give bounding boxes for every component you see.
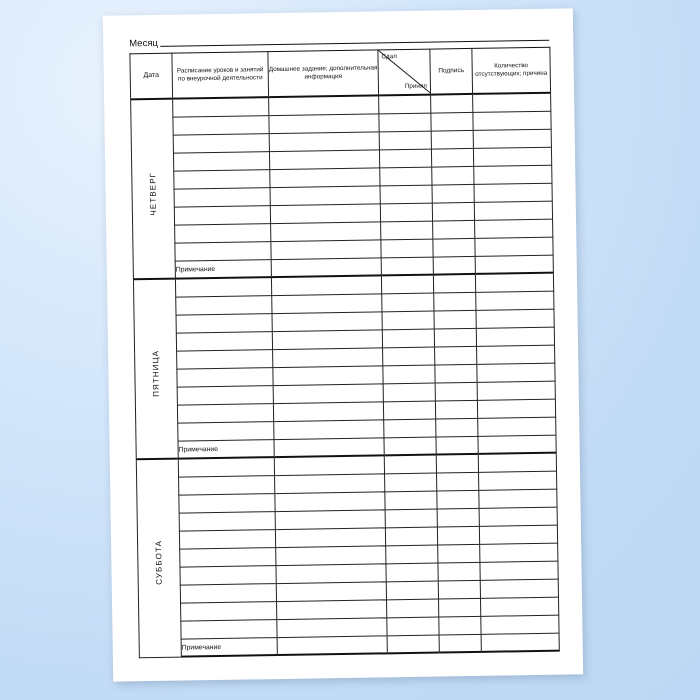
cell-schedule[interactable]	[174, 206, 270, 226]
cell-homework[interactable]	[273, 384, 383, 404]
cell-signature[interactable]	[432, 184, 474, 203]
cell-absent[interactable]	[477, 399, 555, 418]
day-name-label: СУББОТА	[154, 540, 164, 586]
cell-absent[interactable]	[475, 273, 553, 293]
cell-schedule[interactable]	[175, 242, 271, 262]
cell-signature[interactable]	[437, 490, 479, 509]
cell-signature[interactable]	[431, 148, 473, 167]
cell-absent[interactable]	[481, 615, 559, 634]
cell-absent[interactable]	[479, 507, 557, 526]
cell-absent[interactable]	[480, 579, 558, 598]
cell-homework[interactable]	[276, 546, 386, 566]
sheet-content	[129, 27, 559, 664]
cell-absent[interactable]	[473, 147, 551, 166]
cell-passed[interactable]	[381, 257, 433, 275]
cell-signature[interactable]	[436, 418, 478, 437]
cell-signature[interactable]	[439, 598, 481, 617]
cell-schedule[interactable]	[178, 422, 274, 442]
table-header	[130, 47, 551, 99]
cell-homework[interactable]	[275, 510, 385, 530]
cell-passed[interactable]	[387, 617, 439, 636]
cell-signature[interactable]	[433, 274, 475, 293]
cell-homework[interactable]	[277, 600, 387, 620]
header-signature: Подпись	[430, 48, 473, 94]
cell-signature[interactable]	[435, 400, 477, 419]
cell-absent[interactable]	[480, 597, 558, 616]
journal-table	[129, 47, 559, 659]
cell-homework[interactable]	[277, 618, 387, 638]
cell-signature[interactable]	[432, 166, 474, 185]
paper-sheet	[103, 8, 583, 681]
cell-schedule[interactable]	[179, 494, 275, 514]
cell-passed[interactable]	[379, 149, 431, 168]
cell-absent[interactable]	[477, 345, 555, 364]
day-name-label: ПЯТНИЦА	[151, 349, 161, 397]
cell-passed[interactable]	[382, 311, 434, 330]
cell-absent[interactable]	[477, 381, 555, 400]
cell-passed[interactable]	[379, 113, 431, 132]
cell-signature[interactable]	[436, 454, 478, 473]
cell-absent[interactable]	[474, 201, 552, 220]
month-field	[129, 27, 549, 50]
cell-absent[interactable]	[474, 183, 552, 202]
cell-absent[interactable]	[474, 165, 552, 184]
day-name-cell	[133, 279, 178, 460]
cell-passed[interactable]	[386, 545, 438, 564]
cell-homework[interactable]	[275, 492, 385, 512]
cell-passed[interactable]	[380, 167, 432, 186]
cell-absent[interactable]	[476, 291, 554, 310]
cell-signature[interactable]	[433, 256, 475, 274]
cell-absent[interactable]	[475, 237, 553, 256]
cell-homework[interactable]	[269, 114, 379, 134]
cell-schedule[interactable]	[173, 134, 269, 154]
cell-homework[interactable]	[271, 222, 381, 242]
cell-signature[interactable]	[435, 382, 477, 401]
cell-passed[interactable]	[379, 95, 431, 114]
cell-homework[interactable]	[273, 348, 383, 368]
header-homework: Домашнее задание; дополнительная информация	[268, 50, 379, 97]
cell-passed[interactable]	[387, 599, 439, 618]
cell-passed[interactable]	[385, 509, 437, 528]
cell-homework[interactable]	[270, 186, 380, 206]
cell-passed[interactable]	[384, 437, 436, 455]
cell-schedule[interactable]	[176, 332, 272, 352]
cell-signature[interactable]	[435, 364, 477, 383]
cell-homework[interactable]	[275, 474, 385, 494]
cell-homework[interactable]	[275, 528, 385, 548]
cell-absent[interactable]	[479, 471, 557, 490]
cell-signature[interactable]	[435, 346, 477, 365]
cell-passed[interactable]	[381, 239, 433, 258]
day-name-cell	[131, 99, 176, 280]
header-passed-accepted	[378, 49, 431, 95]
cell-passed[interactable]	[381, 221, 433, 240]
cell-passed[interactable]	[386, 581, 438, 600]
cell-passed[interactable]	[384, 419, 436, 438]
cell-passed[interactable]	[383, 401, 435, 420]
cell-absent[interactable]	[476, 327, 554, 346]
cell-passed[interactable]	[381, 275, 433, 294]
cell-passed[interactable]	[383, 383, 435, 402]
note-label: Примечание	[178, 440, 274, 459]
header-date: Дата	[130, 53, 173, 99]
cell-homework[interactable]	[274, 420, 384, 440]
cell-absent[interactable]	[476, 309, 554, 328]
cell-absent[interactable]	[478, 417, 556, 436]
cell-schedule[interactable]	[176, 296, 272, 316]
cell-passed[interactable]	[386, 563, 438, 582]
cell-absent[interactable]	[478, 453, 556, 473]
cell-homework[interactable]	[273, 366, 383, 386]
cell-absent[interactable]	[473, 93, 551, 113]
cell-homework[interactable]	[272, 312, 382, 332]
cell-schedule[interactable]	[175, 277, 271, 297]
cell-passed[interactable]	[383, 365, 435, 384]
cell-homework[interactable]	[269, 95, 379, 115]
cell-schedule[interactable]	[173, 97, 269, 117]
cell-passed[interactable]	[387, 635, 439, 653]
cell-signature[interactable]	[434, 292, 476, 311]
month-write-line	[160, 39, 549, 47]
cell-schedule[interactable]	[181, 620, 277, 640]
cell-absent[interactable]	[477, 363, 555, 382]
cell-homework[interactable]	[272, 330, 382, 350]
cell-homework[interactable]	[274, 455, 384, 475]
cell-passed[interactable]	[379, 131, 431, 150]
cell-signature[interactable]	[431, 112, 473, 131]
cell-signature[interactable]	[434, 328, 476, 347]
cell-absent[interactable]	[480, 561, 558, 580]
cell-absent[interactable]	[479, 525, 557, 544]
cell-signature[interactable]	[436, 436, 478, 454]
cell-schedule[interactable]	[179, 512, 275, 532]
cell-schedule[interactable]	[177, 350, 273, 370]
note-label: Примечание	[181, 638, 277, 657]
cell-homework[interactable]	[274, 438, 384, 457]
cell-schedule[interactable]	[180, 548, 276, 568]
day-name-cell	[136, 459, 181, 658]
note-label: Примечание	[175, 260, 271, 279]
cell-absent[interactable]	[481, 633, 559, 652]
cell-homework[interactable]	[277, 636, 387, 655]
cell-passed[interactable]	[383, 347, 435, 366]
cell-signature[interactable]	[433, 238, 475, 257]
cell-passed[interactable]	[385, 527, 437, 546]
cell-schedule[interactable]	[174, 188, 270, 208]
cell-signature[interactable]	[437, 526, 479, 545]
cell-schedule[interactable]	[174, 170, 270, 190]
cell-absent[interactable]	[480, 543, 558, 562]
cell-signature[interactable]	[432, 202, 474, 221]
cell-homework[interactable]	[271, 240, 381, 260]
cell-schedule[interactable]	[178, 457, 274, 477]
header-schedule: Расписание уроков и занятий по внеурочной деятельности	[172, 52, 269, 99]
cell-signature[interactable]	[433, 220, 475, 239]
cell-passed[interactable]	[382, 293, 434, 312]
cell-passed[interactable]	[385, 473, 437, 492]
cell-schedule[interactable]	[177, 368, 273, 388]
cell-homework[interactable]	[269, 132, 379, 152]
cell-passed[interactable]	[384, 455, 436, 474]
table-body	[131, 93, 560, 658]
cell-homework[interactable]	[272, 294, 382, 314]
cell-homework[interactable]	[270, 204, 380, 224]
cell-schedule[interactable]	[176, 314, 272, 334]
cell-absent[interactable]	[475, 219, 553, 238]
cell-absent[interactable]	[473, 111, 551, 130]
cell-schedule[interactable]	[173, 152, 269, 172]
cell-absent[interactable]	[479, 489, 557, 508]
cell-signature[interactable]	[439, 634, 481, 652]
cell-signature[interactable]	[438, 544, 480, 563]
cell-passed[interactable]	[385, 491, 437, 510]
cell-signature[interactable]	[439, 616, 481, 635]
cell-signature[interactable]	[437, 472, 479, 491]
cell-signature[interactable]	[431, 130, 473, 149]
header-absent: Количество отсутствующих; причина	[472, 47, 551, 94]
cell-homework[interactable]	[270, 168, 380, 188]
cell-schedule[interactable]	[173, 116, 269, 136]
cell-homework[interactable]	[276, 582, 386, 602]
cell-signature[interactable]	[431, 94, 473, 113]
header-passed: Сдал	[381, 53, 397, 61]
cell-schedule[interactable]	[177, 386, 273, 406]
cell-signature[interactable]	[438, 580, 480, 599]
day-name-label: ЧЕТВЕРГ	[148, 171, 158, 216]
cell-signature[interactable]	[434, 310, 476, 329]
cell-passed[interactable]	[380, 203, 432, 222]
cell-schedule[interactable]	[180, 566, 276, 586]
cell-passed[interactable]	[382, 329, 434, 348]
cell-homework[interactable]	[276, 564, 386, 584]
month-label: Месяц	[129, 37, 158, 50]
cell-schedule[interactable]	[177, 404, 273, 424]
cell-absent[interactable]	[478, 435, 556, 454]
cell-homework[interactable]	[271, 258, 381, 277]
cell-schedule[interactable]	[179, 476, 275, 496]
cell-schedule[interactable]	[180, 584, 276, 604]
cell-absent[interactable]	[473, 129, 551, 148]
header-accepted: Принял	[404, 82, 427, 90]
cell-schedule[interactable]	[181, 602, 277, 622]
cell-homework[interactable]	[273, 402, 383, 422]
cell-passed[interactable]	[380, 185, 432, 204]
cell-schedule[interactable]	[175, 224, 271, 244]
cell-homework[interactable]	[271, 275, 381, 295]
cell-homework[interactable]	[269, 150, 379, 170]
cell-absent[interactable]	[475, 255, 553, 274]
cell-schedule[interactable]	[179, 530, 275, 550]
cell-signature[interactable]	[437, 508, 479, 527]
cell-signature[interactable]	[438, 562, 480, 581]
